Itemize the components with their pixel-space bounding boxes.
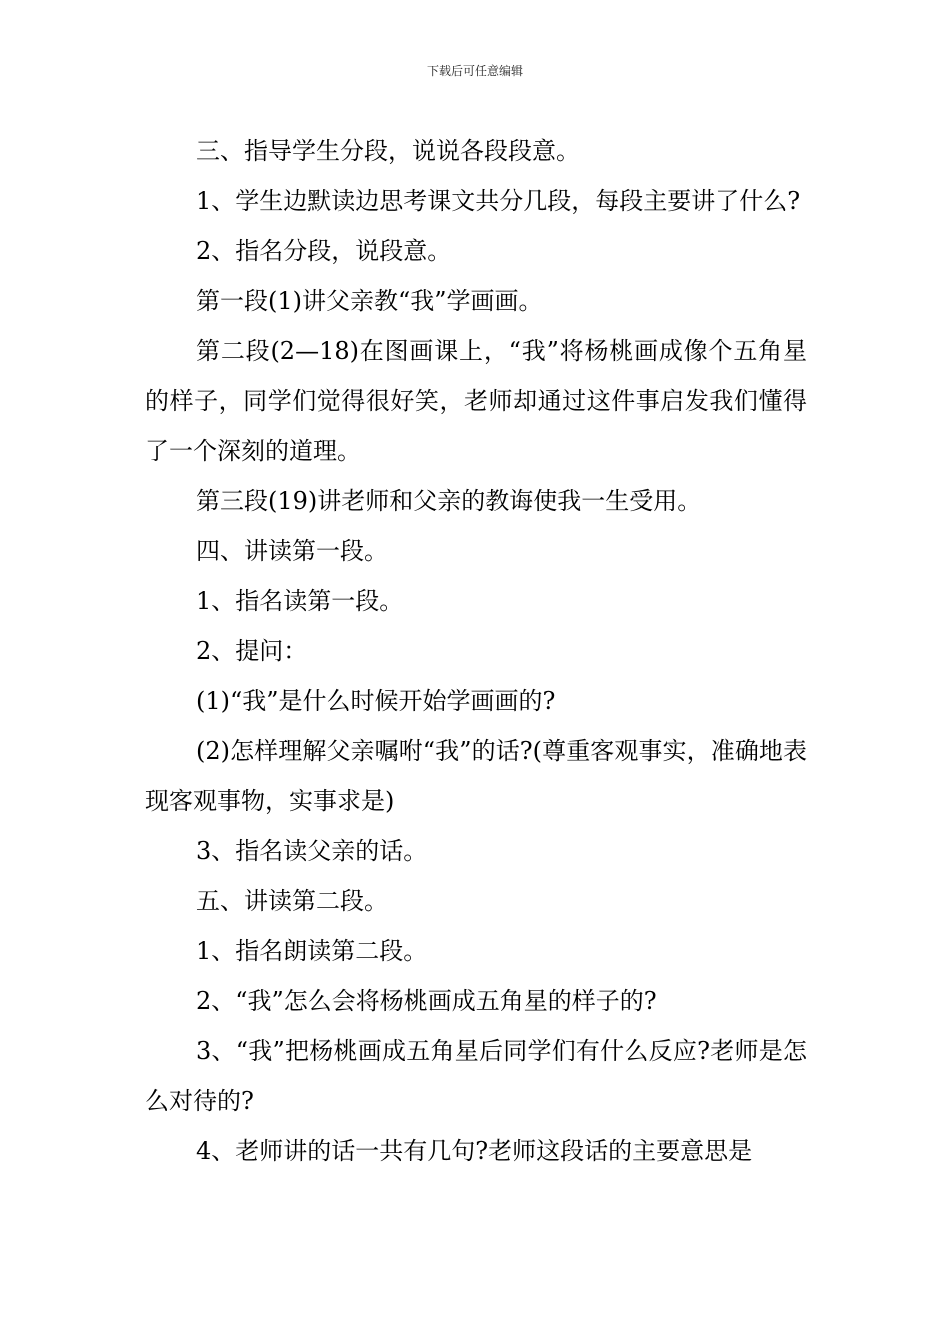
paragraph: 第二段(2—18)在图画课上，“我”将杨桃画成像个五角星的样子，同学们觉得很好笑，老师却通过这件事启发我们懂得了一个深刻的道理。 [145, 337, 807, 465]
paragraph: 1、指名读第一段。 [196, 587, 404, 615]
paragraph: 五、讲读第二段。 [196, 887, 388, 915]
paragraph: 3、“我”把杨桃画成五角星后同学们有什么反应?老师是怎么对待的? [145, 1037, 807, 1115]
paragraph: 三、指导学生分段，说说各段段意。 [196, 137, 580, 165]
paragraph: 3、指名读父亲的话。 [196, 837, 428, 865]
paragraph: 1、指名朗读第二段。 [196, 937, 428, 965]
paragraph: 1、学生边默读边思考课文共分几段，每段主要讲了什么? [196, 187, 801, 215]
paragraph: 4、老师讲的话一共有几句?老师这段话的主要意思是 [196, 1137, 753, 1165]
paragraph: (2)怎样理解父亲嘱咐“我”的话?(尊重客观事实，准确地表现客观事物，实事求是) [145, 737, 807, 815]
page-header: 下载后可任意编辑 [426, 64, 523, 78]
paragraph: 四、讲读第一段。 [196, 537, 388, 565]
paragraph: 第一段(1)讲父亲教“我”学画画。 [196, 287, 543, 315]
paragraph: 2、“我”怎么会将杨桃画成五角星的样子的? [196, 987, 657, 1015]
paragraph: 2、指名分段，说段意。 [196, 237, 452, 265]
paragraph: 第三段(19)讲老师和父亲的教诲使我一生受用。 [196, 487, 702, 515]
paragraph: 2、提问： [196, 637, 308, 665]
paragraph: (1)“我”是什么时候开始学画画的? [196, 687, 556, 715]
document-body [145, 126, 807, 1176]
